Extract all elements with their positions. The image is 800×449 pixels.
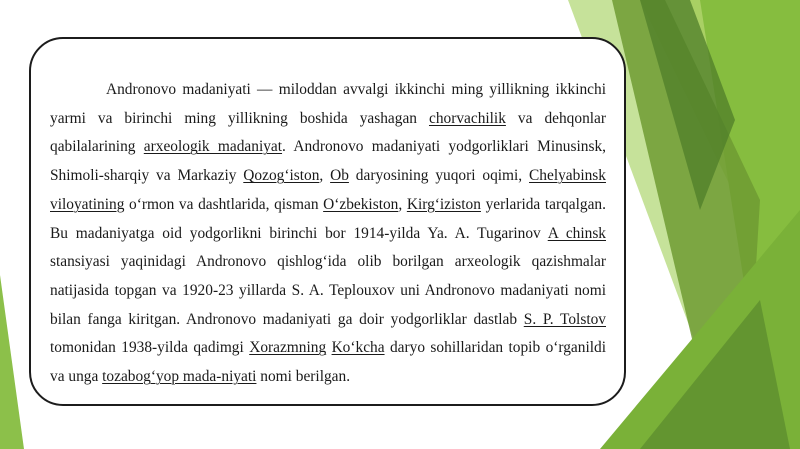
- paragraph-text: ,: [398, 195, 407, 213]
- wiki-link[interactable]: Kirg‘iziston: [406, 195, 481, 213]
- left-green-shape: [0, 275, 24, 449]
- paragraph-text: daryosining yuqori oqimi,: [348, 167, 530, 185]
- wiki-link[interactable]: O‘zbekiston: [323, 195, 399, 213]
- wiki-link[interactable]: S. P. Tolstov: [523, 310, 606, 328]
- paragraph-text: yerlarida tarqalgan. Bu madaniyatga oid yodgorlikni birinchi bor 1914-yilda Ya. A. Tugarinov: [50, 195, 606, 242]
- wiki-link[interactable]: chorvachilik: [428, 109, 506, 127]
- article-paragraph: [50, 76, 606, 392]
- wiki-link[interactable]: Ob: [330, 167, 349, 185]
- paragraph-text: stansiyasi yaqinidagi Andronovo qishlog‘ida olib borilgan arxeologik qazishmalar natijasida topgan va 1920-23 yillarda S. A. Teplouxov uni Andronovo madaniyati nomi bilan fanga kiritgan. Andronovo madaniyati ga doir yodgorliklar dastlab: [50, 253, 606, 328]
- wiki-link[interactable]: Chelyabinsk viloyatining: [50, 167, 606, 213]
- wiki-link[interactable]: A chinsk: [547, 224, 606, 242]
- paragraph-text: va dehqonlar qabilalarining: [50, 109, 606, 156]
- paragraph-text: Andronovo madaniyati — miloddan avvalgi ikkinchi ming yillikning ikkinchi yarmi va birinchi ming yillikning boshida yashagan: [50, 81, 606, 127]
- wiki-link[interactable]: arxeologik madaniyat: [143, 138, 283, 156]
- paragraph-text: ,: [319, 167, 331, 185]
- wiki-link[interactable]: tozabog‘yop mada-niyati: [102, 368, 257, 386]
- wiki-link[interactable]: Qozog‘iston: [243, 167, 320, 185]
- wiki-link[interactable]: Xorazmning: [249, 339, 327, 357]
- paragraph-text: . Andronovo madaniyati yodgorliklari Minusinsk, Shimoli-sharqiy va Markaziy: [50, 138, 606, 185]
- paragraph-text: o‘rmon va dashtlarida, qisman: [124, 195, 324, 213]
- paragraph-text: tomonidan 1938-yilda qadimgi: [50, 339, 250, 357]
- paragraph-text: daryo sohillaridan topib o‘rganildi va unga: [50, 339, 606, 386]
- paragraph-text: nomi berilgan.: [256, 368, 351, 386]
- wiki-link[interactable]: Ko‘kcha: [331, 339, 385, 357]
